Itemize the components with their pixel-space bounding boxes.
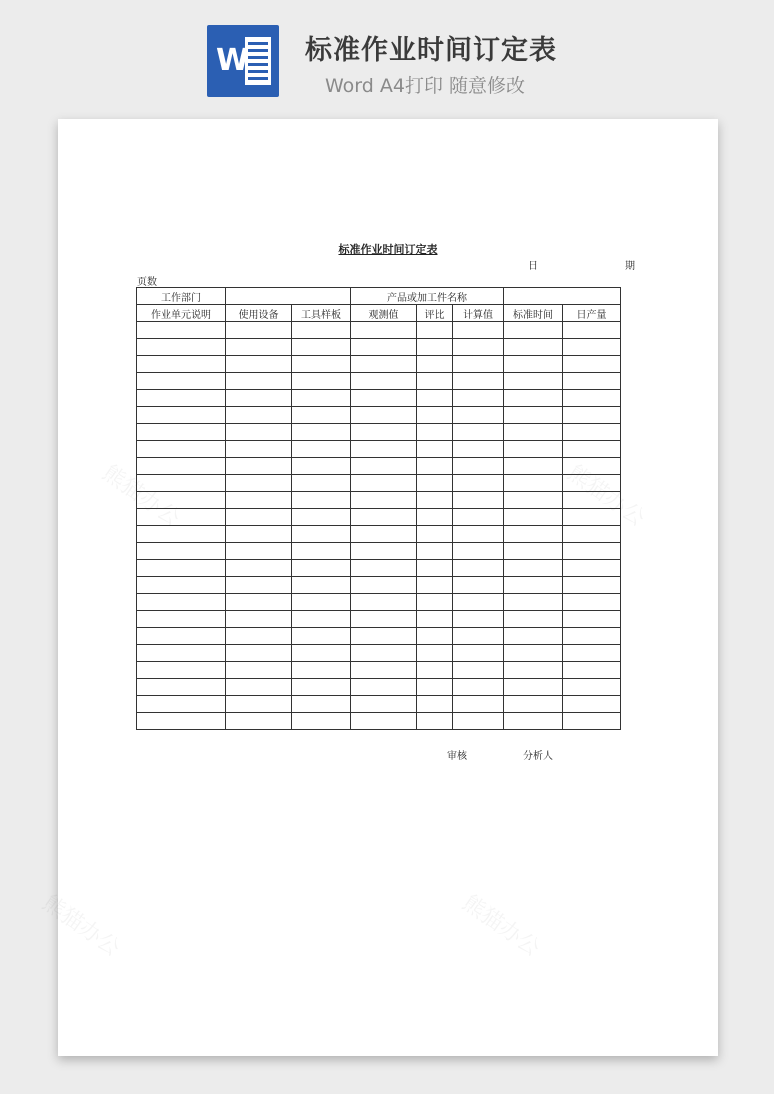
table-cell[interactable]	[504, 577, 563, 594]
table-cell[interactable]	[453, 645, 504, 662]
table-cell[interactable]	[417, 696, 453, 713]
word-icon-letter: W	[216, 43, 250, 78]
department-row	[137, 288, 621, 305]
table-cell[interactable]	[504, 645, 563, 662]
table-row	[137, 679, 621, 696]
table-cell[interactable]	[453, 696, 504, 713]
col-header-observed-value: 观测值	[351, 305, 417, 322]
table-cell[interactable]	[351, 696, 417, 713]
table-cell[interactable]	[504, 509, 563, 526]
table-cell[interactable]	[351, 594, 417, 611]
table-row	[137, 390, 621, 407]
table-cell[interactable]	[417, 356, 453, 373]
table-cell[interactable]	[137, 373, 226, 390]
table-cell[interactable]	[504, 322, 563, 339]
table-cell[interactable]	[351, 713, 417, 730]
table-cell[interactable]	[417, 509, 453, 526]
table-cell[interactable]	[351, 475, 417, 492]
table-cell[interactable]	[226, 441, 292, 458]
table-cell[interactable]	[292, 424, 351, 441]
department-value-cell[interactable]	[226, 288, 351, 305]
table-row	[137, 424, 621, 441]
table-cell[interactable]	[351, 662, 417, 679]
table-cell[interactable]	[453, 339, 504, 356]
table-cell[interactable]	[504, 611, 563, 628]
table-cell[interactable]	[504, 475, 563, 492]
table-cell[interactable]	[226, 407, 292, 424]
table-cell[interactable]	[417, 628, 453, 645]
table-cell[interactable]	[504, 424, 563, 441]
table-cell[interactable]	[504, 526, 563, 543]
table-cell[interactable]	[504, 356, 563, 373]
table-cell[interactable]	[417, 373, 453, 390]
table-cell[interactable]	[563, 356, 621, 373]
table-cell[interactable]	[453, 594, 504, 611]
table-cell[interactable]	[563, 543, 621, 560]
table-cell[interactable]	[563, 560, 621, 577]
table-cell[interactable]	[504, 679, 563, 696]
table-cell[interactable]	[226, 713, 292, 730]
table-cell[interactable]	[292, 679, 351, 696]
table-cell[interactable]	[453, 628, 504, 645]
table-cell[interactable]	[351, 509, 417, 526]
table-cell[interactable]	[453, 713, 504, 730]
table-cell[interactable]	[563, 322, 621, 339]
department-label: 工作部门	[137, 288, 226, 305]
table-cell[interactable]	[292, 713, 351, 730]
table-cell[interactable]	[563, 441, 621, 458]
word-document-icon	[207, 25, 279, 97]
analyst-label: 分析人	[523, 751, 553, 762]
table-cell[interactable]	[226, 611, 292, 628]
table-row	[137, 356, 621, 373]
banner-title: 标准作业时间订定表	[305, 35, 557, 66]
table-cell[interactable]	[417, 560, 453, 577]
table-cell[interactable]	[504, 696, 563, 713]
table-cell[interactable]	[137, 475, 226, 492]
table-cell[interactable]	[226, 594, 292, 611]
header-banner	[0, 0, 774, 118]
table-cell[interactable]	[226, 577, 292, 594]
table-cell[interactable]	[292, 628, 351, 645]
table-cell[interactable]	[351, 577, 417, 594]
table-cell[interactable]	[226, 645, 292, 662]
table-cell[interactable]	[563, 390, 621, 407]
table-cell[interactable]	[137, 407, 226, 424]
table-cell[interactable]	[351, 407, 417, 424]
col-header-daily-output: 日产量	[563, 305, 621, 322]
table-cell[interactable]	[504, 441, 563, 458]
col-header-calculated-value: 计算值	[453, 305, 504, 322]
table-row	[137, 475, 621, 492]
table-cell[interactable]	[563, 645, 621, 662]
table-cell[interactable]	[563, 611, 621, 628]
date-label-qi: 期	[625, 261, 635, 272]
table-cell[interactable]	[563, 509, 621, 526]
table-cell[interactable]	[226, 560, 292, 577]
table-cell[interactable]	[351, 339, 417, 356]
product-name-label: 产品或加工件名称	[351, 288, 504, 305]
table-cell[interactable]	[453, 560, 504, 577]
table-cell[interactable]	[563, 628, 621, 645]
document-title: 标准作业时间订定表	[338, 243, 438, 256]
table-cell[interactable]	[292, 543, 351, 560]
date-label-ri: 日	[528, 261, 538, 272]
table-row	[137, 628, 621, 645]
table-cell[interactable]	[417, 458, 453, 475]
table-cell[interactable]	[292, 662, 351, 679]
table-cell[interactable]	[137, 594, 226, 611]
table-cell[interactable]	[137, 679, 226, 696]
table-cell[interactable]	[563, 696, 621, 713]
table-cell[interactable]	[226, 662, 292, 679]
table-cell[interactable]	[292, 492, 351, 509]
table-cell[interactable]	[563, 713, 621, 730]
table-cell[interactable]	[563, 407, 621, 424]
table-cell[interactable]	[137, 611, 226, 628]
table-cell[interactable]	[292, 407, 351, 424]
column-header-row	[137, 305, 621, 322]
table-cell[interactable]	[226, 373, 292, 390]
table-cell[interactable]	[504, 407, 563, 424]
review-label: 审核	[447, 751, 467, 762]
table-row	[137, 662, 621, 679]
table-cell[interactable]	[453, 543, 504, 560]
table-cell[interactable]	[226, 526, 292, 543]
table-row	[137, 526, 621, 543]
table-cell[interactable]	[137, 560, 226, 577]
table-cell[interactable]	[563, 424, 621, 441]
table-cell[interactable]	[226, 696, 292, 713]
table-cell[interactable]	[351, 543, 417, 560]
table-cell[interactable]	[563, 662, 621, 679]
table-cell[interactable]	[417, 543, 453, 560]
table-cell[interactable]	[504, 339, 563, 356]
table-cell[interactable]	[417, 475, 453, 492]
table-cell[interactable]	[226, 543, 292, 560]
table-cell[interactable]	[137, 526, 226, 543]
table-cell[interactable]	[417, 441, 453, 458]
table-cell[interactable]	[292, 390, 351, 407]
table-cell[interactable]	[137, 577, 226, 594]
table-cell[interactable]	[417, 492, 453, 509]
table-row	[137, 594, 621, 611]
table-cell[interactable]	[504, 543, 563, 560]
table-cell[interactable]	[226, 390, 292, 407]
table-cell[interactable]	[417, 339, 453, 356]
table-cell[interactable]	[453, 441, 504, 458]
table-cell[interactable]	[137, 696, 226, 713]
table-row	[137, 560, 621, 577]
table-cell[interactable]	[453, 458, 504, 475]
table-row	[137, 407, 621, 424]
table-row	[137, 492, 621, 509]
table-row	[137, 611, 621, 628]
table-cell[interactable]	[226, 492, 292, 509]
table-cell[interactable]	[351, 322, 417, 339]
table-cell[interactable]	[292, 560, 351, 577]
table-cell[interactable]	[137, 390, 226, 407]
table-cell[interactable]	[292, 339, 351, 356]
table-cell[interactable]	[292, 458, 351, 475]
table-cell[interactable]	[137, 713, 226, 730]
table-row	[137, 645, 621, 662]
table-cell[interactable]	[351, 526, 417, 543]
table-cell[interactable]	[417, 594, 453, 611]
table-cell[interactable]	[563, 594, 621, 611]
table-cell[interactable]	[453, 662, 504, 679]
table-cell[interactable]	[137, 509, 226, 526]
table-cell[interactable]	[351, 441, 417, 458]
table-cell[interactable]	[453, 492, 504, 509]
table-cell[interactable]	[504, 713, 563, 730]
table-cell[interactable]	[417, 662, 453, 679]
table-cell[interactable]	[504, 373, 563, 390]
table-cell[interactable]	[453, 356, 504, 373]
table-row	[137, 696, 621, 713]
table-cell[interactable]	[563, 373, 621, 390]
table-row	[137, 441, 621, 458]
table-cell[interactable]	[351, 645, 417, 662]
col-header-tool-template: 工具样板	[292, 305, 351, 322]
table-cell[interactable]	[226, 356, 292, 373]
table-cell[interactable]	[453, 611, 504, 628]
table-cell[interactable]	[226, 679, 292, 696]
table-cell[interactable]	[417, 713, 453, 730]
table-cell[interactable]	[292, 526, 351, 543]
table-cell[interactable]	[417, 407, 453, 424]
table-cell[interactable]	[351, 458, 417, 475]
table-cell[interactable]	[453, 577, 504, 594]
table-cell[interactable]	[563, 492, 621, 509]
document-page	[58, 119, 718, 1056]
table-cell[interactable]	[137, 339, 226, 356]
table-cell[interactable]	[292, 577, 351, 594]
table-cell[interactable]	[504, 390, 563, 407]
table-cell[interactable]	[292, 645, 351, 662]
table-cell[interactable]	[137, 441, 226, 458]
table-cell[interactable]	[137, 424, 226, 441]
table-cell[interactable]	[137, 322, 226, 339]
table-cell[interactable]	[351, 492, 417, 509]
table-cell[interactable]	[417, 645, 453, 662]
table-cell[interactable]	[563, 458, 621, 475]
table-cell[interactable]	[137, 628, 226, 645]
col-header-unit-description: 作业单元说明	[137, 305, 226, 322]
table-cell[interactable]	[417, 424, 453, 441]
table-cell[interactable]	[417, 322, 453, 339]
table-row	[137, 509, 621, 526]
table-cell[interactable]	[292, 475, 351, 492]
table-cell[interactable]	[351, 356, 417, 373]
table-cell[interactable]	[137, 662, 226, 679]
table-cell[interactable]	[351, 679, 417, 696]
table-cell[interactable]	[563, 526, 621, 543]
table-cell[interactable]	[504, 628, 563, 645]
table-cell[interactable]	[226, 322, 292, 339]
table-cell[interactable]	[137, 645, 226, 662]
table-cell[interactable]	[226, 424, 292, 441]
table-row	[137, 373, 621, 390]
table-cell[interactable]	[226, 475, 292, 492]
table-cell[interactable]	[453, 679, 504, 696]
table-cell[interactable]	[351, 611, 417, 628]
col-header-standard-time: 标准时间	[504, 305, 563, 322]
table-cell[interactable]	[453, 407, 504, 424]
col-header-equipment: 使用设备	[226, 305, 292, 322]
table-cell[interactable]	[453, 390, 504, 407]
table-cell[interactable]	[504, 560, 563, 577]
table-row	[137, 339, 621, 356]
table-cell[interactable]	[453, 322, 504, 339]
pages-label: 页数	[137, 277, 157, 288]
table-cell[interactable]	[292, 373, 351, 390]
table-cell[interactable]	[351, 628, 417, 645]
standard-time-table	[136, 287, 621, 730]
table-cell[interactable]	[137, 356, 226, 373]
table-cell[interactable]	[351, 390, 417, 407]
table-cell[interactable]	[137, 458, 226, 475]
table-cell[interactable]	[292, 696, 351, 713]
col-header-rating: 评比	[417, 305, 453, 322]
table-cell[interactable]	[417, 577, 453, 594]
table-cell[interactable]	[226, 339, 292, 356]
table-cell[interactable]	[504, 458, 563, 475]
table-cell[interactable]	[137, 492, 226, 509]
table-cell[interactable]	[137, 543, 226, 560]
table-cell[interactable]	[292, 594, 351, 611]
table-cell[interactable]	[417, 611, 453, 628]
table-cell[interactable]	[563, 679, 621, 696]
table-cell[interactable]	[417, 390, 453, 407]
table-cell[interactable]	[453, 526, 504, 543]
table-cell[interactable]	[453, 509, 504, 526]
table-cell[interactable]	[292, 509, 351, 526]
table-cell[interactable]	[292, 611, 351, 628]
table-cell[interactable]	[351, 560, 417, 577]
table-cell[interactable]	[504, 594, 563, 611]
table-cell[interactable]	[351, 373, 417, 390]
table-cell[interactable]	[417, 526, 453, 543]
table-cell[interactable]	[563, 577, 621, 594]
table-cell[interactable]	[292, 441, 351, 458]
banner-subtitle: Word A4打印 随意修改	[325, 75, 526, 97]
table-cell[interactable]	[292, 322, 351, 339]
table-cell[interactable]	[226, 458, 292, 475]
product-name-value-cell[interactable]	[504, 288, 621, 305]
table-cell[interactable]	[563, 475, 621, 492]
table-cell[interactable]	[351, 424, 417, 441]
table-row	[137, 322, 621, 339]
table-cell[interactable]	[563, 339, 621, 356]
table-row	[137, 543, 621, 560]
table-cell[interactable]	[453, 424, 504, 441]
table-cell[interactable]	[504, 662, 563, 679]
table-cell[interactable]	[292, 356, 351, 373]
table-cell[interactable]	[417, 679, 453, 696]
table-cell[interactable]	[226, 628, 292, 645]
table-row	[137, 577, 621, 594]
table-cell[interactable]	[226, 509, 292, 526]
table-cell[interactable]	[504, 492, 563, 509]
table-row	[137, 713, 621, 730]
table-cell[interactable]	[453, 373, 504, 390]
table-cell[interactable]	[453, 475, 504, 492]
table-row	[137, 458, 621, 475]
